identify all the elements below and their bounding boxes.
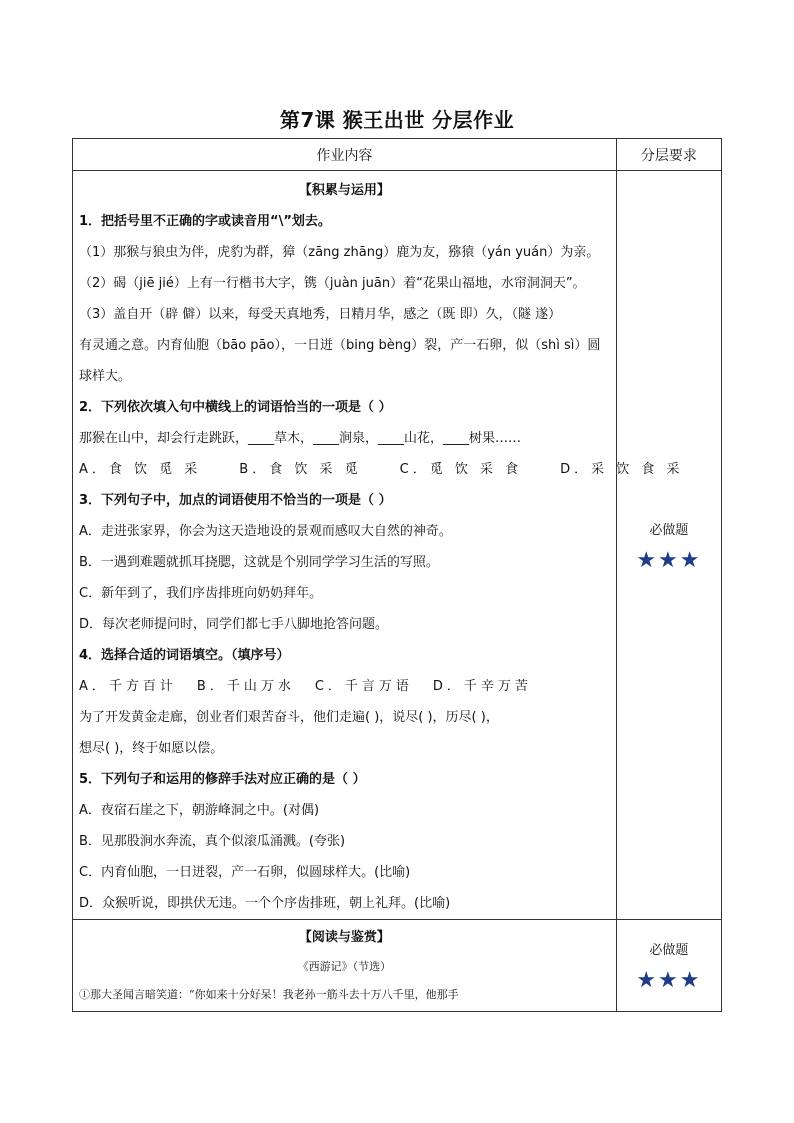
question-1-item-3-end: 球样大。 (79, 369, 132, 384)
header-content: 作业内容 (73, 139, 617, 171)
question-4-sentence: 为了开发黄金走廊，创业者们艰苦奋斗，他们走遍( )，说尽( )，历尽( )， (79, 710, 499, 725)
option-c: C．觅 饮 采 食 (399, 462, 523, 477)
section-reading (73, 920, 722, 1012)
difficulty-stars-icon: ★★★ (636, 968, 702, 993)
question-2-options (79, 454, 684, 485)
question-2: 2．下列依次填入句中横线上的词语恰当的一项是（ ） (79, 400, 392, 415)
question-5-option-a: A．夜宿石崖之下，朝游峰洞之中。(对偶) (79, 803, 320, 818)
question-3-option-b: B．一遇到难题就抓耳挠腮，这就是个别同学学习生活的写照。 (79, 555, 439, 570)
excerpt-text: ①那大圣闻言暗笑道：“你如来十分好呆！我老孙一筋斗去十万八千里，他那手 (79, 988, 459, 1001)
question-1-item-3-cont: 有灵通之意。内育仙胞（bāo pāo），一日迸（bing bèng）裂，产一石卵，似（shì sì）圆 (79, 338, 601, 353)
option-b: B．食 饮 采 觅 (239, 462, 362, 477)
section-heading: 【阅读与鉴赏】 (298, 930, 390, 945)
option-c: C．千言万语 (314, 679, 413, 694)
question-1-item-1: （1）那猴与狼虫为伴，虎豹为群，獐（zāng zhāng）鹿为友，猕猿（yán yuán）为亲。 (79, 245, 600, 260)
page-title: 第7课 猴王出世 分层作业 (279, 108, 515, 132)
level-cell (616, 171, 721, 920)
excerpt-title: 《西游记》（节选） (297, 960, 392, 973)
level-cell (616, 920, 721, 1012)
section-heading: 【积累与运用】 (298, 183, 390, 198)
question-5: 5．下列句子和运用的修辞手法对应正确的是（ ） (79, 772, 366, 787)
header-level: 分层要求 (616, 139, 721, 171)
difficulty-stars-icon: ★★★ (636, 547, 702, 573)
section-accumulation (73, 171, 722, 920)
question-3: 3．下列句子中，加点的词语使用不恰当的一项是（ ） (79, 493, 392, 508)
level-label: 必做题 (649, 943, 689, 958)
question-5-option-b: B．见那股涧水奔流，真个似滚瓜涌溅。(夸张) (79, 834, 346, 849)
question-4: 4．选择合适的词语填空。（填序号） (79, 648, 290, 663)
question-4-sentence-end: 想尽( )，终于如愿以偿。 (79, 741, 224, 756)
option-b: B．千山万水 (196, 679, 295, 694)
question-2-sentence: 那猴在山中，却会行走跳跃，____草木，____涧泉，____山花，____树果…… (79, 431, 522, 446)
question-1: 1．把括号里不正确的字或读音用“\”划去。 (79, 214, 331, 229)
homework-table (72, 138, 722, 1012)
option-a: A．食 饮 觅 采 (79, 462, 202, 477)
option-d: D．千辛万苦 (432, 679, 532, 694)
question-5-option-c: C．内育仙胞，一日迸裂，产一石卵，似圆球样大。(比喻) (79, 865, 411, 880)
option-a: A．千方百计 (79, 679, 177, 694)
question-3-option-c: C．新年到了，我们序齿排班向奶奶拜年。 (79, 586, 323, 601)
question-3-option-a: A．走进张家界，你会为这天造地设的景观而感叹大自然的神奇。 (79, 524, 452, 539)
question-1-item-3: （3）盖自开（辟 僻）以来，每受天真地秀，日精月华，感之（既 即）久，（隧 遂） (79, 307, 562, 322)
level-label: 必做题 (649, 522, 689, 538)
question-1-item-2: （2）碣（jiē jié）上有一行楷书大字，镌（juàn juān）着“花果山福地，水帘洞洞天”。 (79, 276, 586, 291)
question-3-option-d: D．每次老师提问时，同学们都七手八脚地抢答问题。 (79, 617, 389, 632)
option-d: D．采 饮 食 采 (560, 462, 684, 477)
question-4-options (79, 671, 610, 702)
question-5-option-d: D．众猴听说，即拱伏无违。一个个序齿排班，朝上礼拜。(比喻) (79, 896, 451, 911)
